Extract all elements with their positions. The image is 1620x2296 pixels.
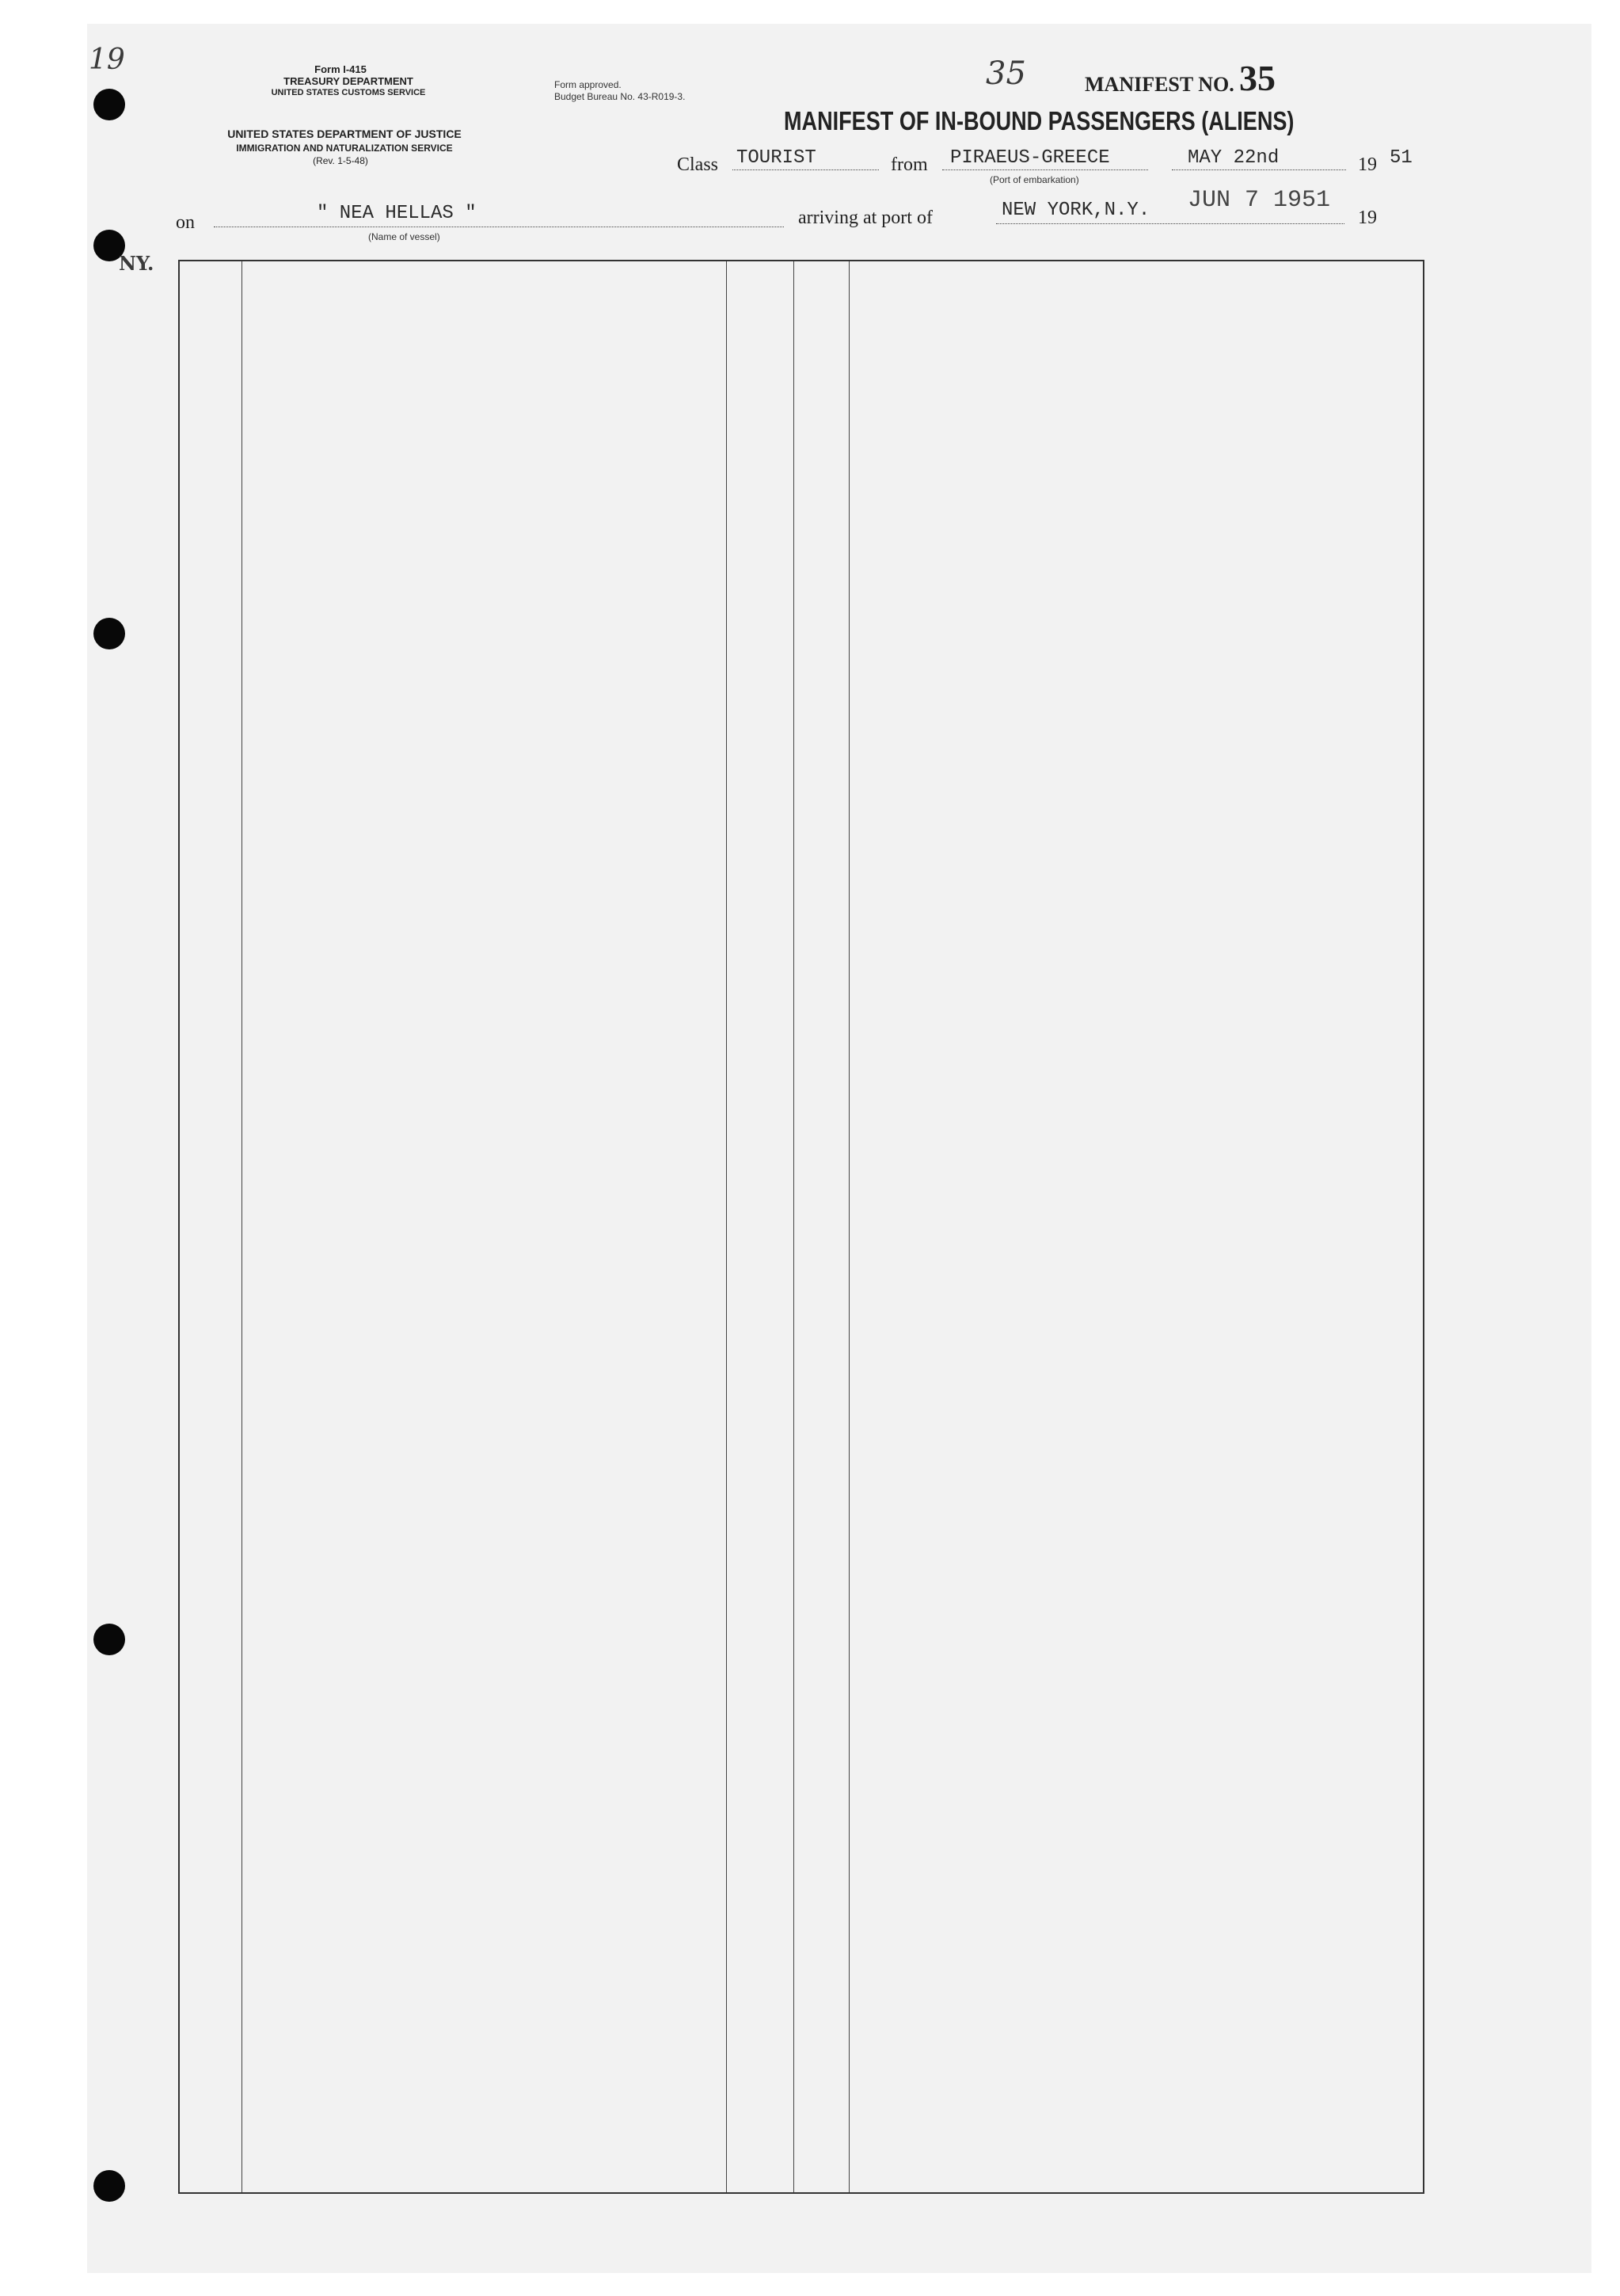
punch-hole (93, 1624, 125, 1655)
punch-hole (93, 618, 125, 649)
manifest-no-handwritten: 35 (986, 55, 1026, 92)
from-value: PIRAEUS-GREECE (950, 147, 1110, 169)
arrival-date-stamp: JUN 7 1951 (1188, 187, 1331, 214)
manifest-no-label: MANIFEST NO. (1085, 73, 1234, 96)
arriving-label: arriving at port of (798, 208, 933, 228)
from-label: from (891, 154, 928, 175)
year-suffix: 51 (1390, 147, 1413, 169)
port-underline (996, 223, 1344, 224)
page-title: MANIFEST OF IN-BOUND PASSENGERS (ALIENS) (784, 106, 1295, 135)
punch-hole (93, 89, 125, 120)
date-value: MAY 22nd (1188, 147, 1280, 169)
rev-label: (Rev. 1-5-48) (313, 155, 368, 166)
manifest-no: 35 (1239, 58, 1276, 98)
arrival-year-prefix: 19 (1358, 208, 1377, 228)
year-prefix: 19 (1358, 154, 1377, 175)
passenger-table (178, 260, 1424, 2194)
corner-mark: 19 (89, 44, 125, 76)
arrival-port: NEW YORK,N.Y. (1002, 200, 1150, 221)
port-embark-caption: (Port of embarkation) (990, 174, 1079, 185)
form-approved: Form approved. (554, 79, 622, 90)
on-label: on (176, 212, 195, 233)
class-underline (732, 169, 879, 170)
from-underline (942, 169, 1148, 170)
class-label: Class (677, 154, 719, 175)
customs-label: UNITED STATES CUSTOMS SERVICE (271, 88, 426, 97)
budget-bureau: Budget Bureau No. 43-R019-3. (554, 91, 686, 102)
date-underline (1172, 169, 1346, 170)
justice-label: UNITED STATES DEPARTMENT OF JUSTICE (227, 128, 462, 140)
punch-hole (93, 2170, 125, 2202)
margin-mark-ny: NY. (119, 252, 154, 275)
vessel-caption: (Name of vessel) (368, 231, 440, 242)
treasury-label: TREASURY DEPARTMENT (283, 75, 413, 87)
form-number: Form I-415 (314, 63, 367, 75)
class-value: TOURIST (736, 147, 816, 169)
ins-label: IMMIGRATION AND NATURALIZATION SERVICE (236, 143, 453, 154)
vessel-name: " NEA HELLAS " (317, 203, 477, 224)
